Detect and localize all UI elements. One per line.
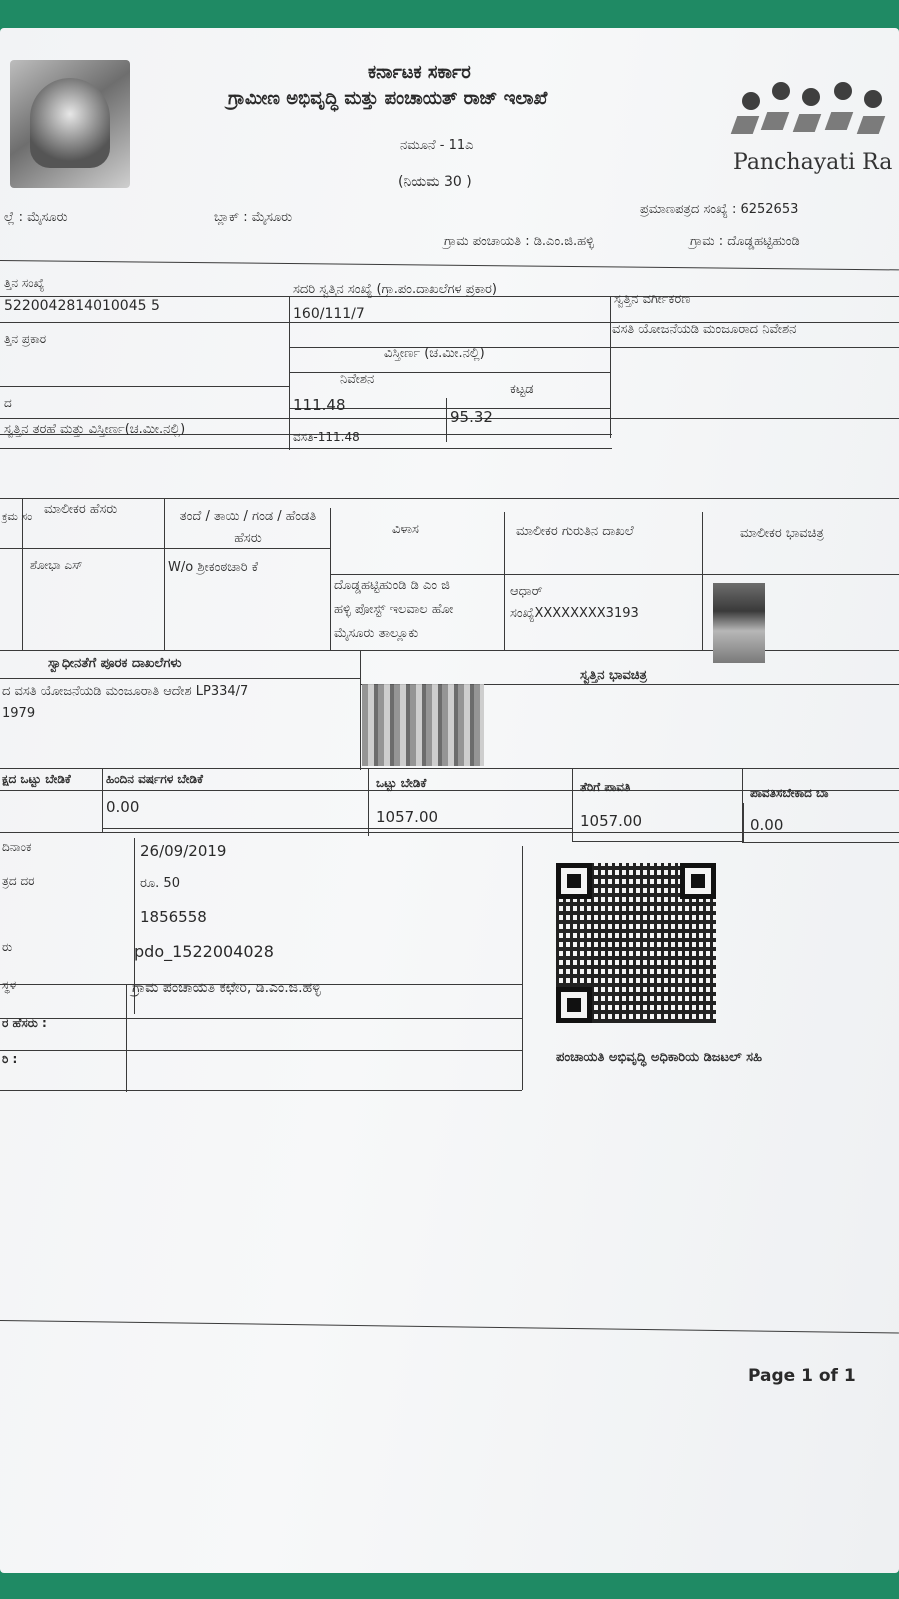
property-photo xyxy=(362,684,484,766)
page-number: Page 1 of 1 xyxy=(748,1366,856,1386)
issue-date-label: ದಿನಾಂಕ xyxy=(2,840,32,854)
fee-label: ತ್ರದ ದರ xyxy=(2,874,35,888)
site-label: ನಿವೇಶನ xyxy=(340,372,375,387)
owner-name-col-header: ಮಾಲೀಕರ ಹೆಸರು xyxy=(44,502,118,517)
tax-paid-value: 1057.00 xyxy=(580,812,643,830)
department-title: ಗ್ರಾಮೀಣ ಅಭಿವೃದ್ಧಿ ಮತ್ತು ಪಂಚಾಯತ್ ರಾಜ್ ಇಲಾಖೆ xyxy=(228,88,548,109)
owner-id-col-header: ಮಾಲೀಕರ ಗುರುತಿನ ದಾಖಲೆ xyxy=(516,524,634,539)
issue-date-value: 26/09/2019 xyxy=(140,842,227,860)
total-demand-value: 1057.00 xyxy=(376,808,439,826)
owner-photo xyxy=(713,583,765,663)
possession-doc-line-2: 1979 xyxy=(2,706,36,721)
building-area-value: 95.32 xyxy=(450,408,493,426)
block-field: ಬ್ಲಾಕ್ : ಮೈಸೂರು xyxy=(214,210,293,225)
qr-code xyxy=(556,863,716,1023)
rule-number: (ನಿಯಮ 30 ) xyxy=(398,174,472,190)
place-value: ಗ್ರಾಮ ಪಂಚಾಯತಿ ಕಛೇರಿ, ಡಿ.ಎಂ.ಜಿ.ಹಳ್ಳಿ xyxy=(132,980,321,996)
classification-value: ವಸತಿ ಯೋಜನೆಯಡಿ ಮಂಜೂರಾದ ನಿವೇಶನ xyxy=(612,322,797,337)
sadari-value: 160/111/7 xyxy=(293,306,365,322)
sadari-label: ಸದರಿ ಸ್ವತ್ತಿನ ಸಂಖ್ಯೆ (ಗ್ರಾ.ಪಂ.ದಾಖಲೆಗಳ ಪ್ರಕಾರ) xyxy=(293,282,497,297)
owner-photo-col-header: ಮಾಲೀಕರ ಭಾವಚಿತ್ರ xyxy=(740,526,824,541)
amount-due-col-header: ಪಾವತಿಸಬೇಕಾದ ಬಾ xyxy=(750,786,829,800)
property-photo-label: ಸ್ವತ್ತಿನ ಭಾವಚಿತ್ರ xyxy=(580,668,647,683)
previous-demand-col-header: ಹಿಂದಿನ ವರ್ಷಗಳ ಬೇಡಿಕೆ xyxy=(106,772,204,786)
address-line-2: ಹಳ್ಳಿ ಪೋಸ್ಟ್ ಇಲವಾಲ ಹೋ xyxy=(334,602,454,617)
panchayati-raj-logo-icon xyxy=(730,80,890,140)
area-label: ವಿಸ್ತೀರ್ಣ (ಚ.ಮೀ.ನಲ್ಲಿ) xyxy=(384,346,485,361)
amount-due-value: 0.00 xyxy=(750,816,784,834)
classification-label: ಸ್ವತ್ತಿನ ವರ್ಗೀಕರಣ xyxy=(614,292,691,307)
certificate-number: ಪ್ರಮಾಣಪತ್ರದ ಸಂಖ್ಯೆ : 6252653 xyxy=(640,202,799,217)
row-label-short: ದ xyxy=(4,396,12,410)
possession-doc-line-1: ದ ವಸತಿ ಯೋಜನೆಯಡಿ ಮಂಜೂರಾತಿ ಆದೇಶ LP334/7 xyxy=(2,684,249,699)
logo-text: Panchayati Ra xyxy=(733,150,893,175)
property-type-label: ತ್ತಿನ ಪ್ರಕಾರ xyxy=(4,332,47,346)
address-col-header: ವಿಳಾಸ xyxy=(392,522,419,537)
karnataka-emblem-icon xyxy=(10,60,130,188)
serial-col-header: ಕ್ರಮ ಸಂ xyxy=(2,510,33,523)
total-demand-col-header: ಒಟ್ಟು ಬೇಡಿಕೆ xyxy=(376,776,427,790)
officer-sign-label: ರಿ : xyxy=(2,1052,18,1066)
site-area-value: 111.48 xyxy=(293,396,346,414)
document-page xyxy=(0,28,899,1573)
possession-docs-label: ಸ್ವಾಧೀನತೆಗೆ ಪೂರಕ ದಾಖಲೆಗಳು xyxy=(48,656,182,671)
village-field: ಗ್ರಾಮ : ದೊಡ್ಡಹಟ್ಟಿಹುಂಡಿ xyxy=(690,234,800,249)
place-label: ಸ್ಥಳ xyxy=(2,978,17,992)
aadhaar-number: ಸಂಖ್ಯೆXXXXXXXX3193 xyxy=(510,606,639,621)
fee-value: ರೂ. 50 xyxy=(140,876,180,891)
owner-name: ಶೋಭಾ ಎಸ್ xyxy=(30,558,83,572)
building-label: ಕಟ್ಟಡ xyxy=(510,382,534,397)
property-id-value: 5220042814010045 5 xyxy=(4,298,160,314)
kind-area-label: ಸ್ವತ್ತಿನ ತರಹೆ ಮತ್ತು ವಿಸ್ತೀರ್ಣ(ಚ.ಮೀ.ನಲ್ಲಿ) xyxy=(4,422,186,437)
previous-demand-value: 0.00 xyxy=(106,798,140,816)
address-line-1: ದೊಡ್ಡಹಟ್ಟಿಹುಂಡಿ ಡಿ ಎಂ ಜಿ xyxy=(334,578,450,593)
property-id-label: ತ್ತಿನ ಸಂಖ್ಯೆ xyxy=(4,276,45,290)
officer-name-label: ರ ಹೆಸರು : xyxy=(2,1016,47,1030)
government-title: ಕರ್ನಾಟಕ ಸರ್ಕಾರ xyxy=(368,62,471,83)
receipt-value: 1856558 xyxy=(140,908,207,926)
address-line-3: ಮೈಸೂರು ತಾಲ್ಲೂಕು xyxy=(334,626,419,641)
user-value: pdo_1522004028 xyxy=(134,942,274,961)
district-field: ಲ್ಲೆ : ಮೈಸೂರು xyxy=(4,210,68,225)
owner-relation: W/o ಶ್ರೀಕಂಠಚಾರಿ ಕೆ xyxy=(168,560,259,575)
current-demand-col-header: ಕ್ಷದ ಒಟ್ಟು ಬೇಡಿಕೆ xyxy=(2,772,71,786)
relation-col-header: ತಂದೆ / ತಾಯಿ / ಗಂಡ / ಹೆಂಡತಿ ಹೆಸರು xyxy=(179,509,317,546)
tax-paid-col-header: ತೆರಿಗೆ ಪಾವತಿ xyxy=(580,780,631,794)
form-number: ನಮೂನೆ - 11ಎ xyxy=(400,138,474,153)
gram-panchayat-field: ಗ್ರಾಮ ಪಂಚಾಯತಿ : ಡಿ.ಎಂ.ಜಿ.ಹಳ್ಳಿ xyxy=(444,234,595,249)
user-label: ರು xyxy=(2,940,13,954)
kind-area-value: ವಸತಿ-111.48 xyxy=(293,430,360,444)
digital-signature-label: ಪಂಚಾಯತಿ ಅಭಿವೃದ್ಧಿ ಅಧಿಕಾರಿಯ ಡಿಜಟಲ್ ಸಹಿ xyxy=(556,1050,763,1065)
aadhaar-label: ಆಧಾರ್ xyxy=(510,584,543,599)
